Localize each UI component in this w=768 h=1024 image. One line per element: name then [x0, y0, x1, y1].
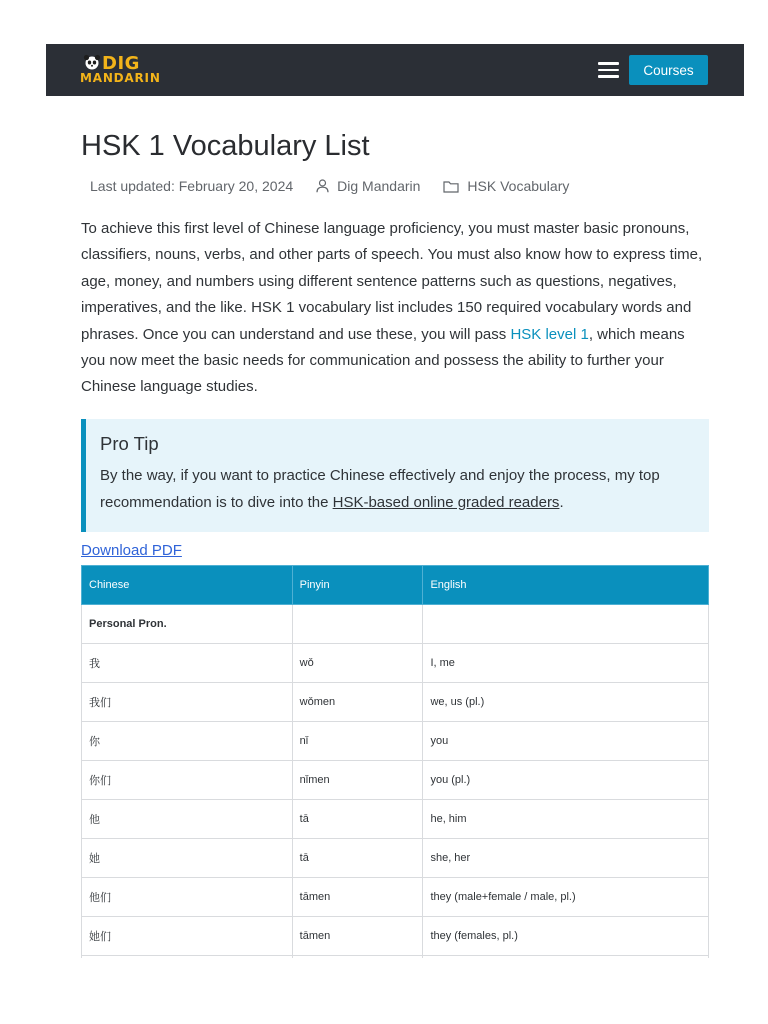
intro-paragraph	[81, 216, 709, 401]
site-header	[46, 44, 744, 96]
hsk-level-1-link[interactable]: HSK level 1	[510, 325, 589, 343]
pro-tip-text-end: .	[559, 493, 564, 511]
pinyin-cell: wǒ	[292, 644, 423, 683]
table-row	[82, 761, 709, 800]
user-icon	[316, 179, 329, 193]
intro-text-end: , which means you now meet the basic needs for communication and possess the ability to further your Chinese language studies.	[81, 325, 685, 396]
courses-button[interactable]: Courses	[629, 55, 708, 85]
vocabulary-table	[81, 565, 709, 995]
pro-tip-text	[100, 463, 700, 516]
english-cell: you	[423, 722, 709, 761]
page-title: HSK 1 Vocabulary List	[81, 130, 370, 162]
chinese-cell: 她们	[82, 917, 293, 956]
page-bottom-whitespace	[0, 958, 768, 1024]
english-cell: they (male+female / male, pl.)	[423, 878, 709, 917]
pinyin-cell: nǐ	[292, 722, 423, 761]
table-row	[82, 800, 709, 839]
site-logo[interactable]	[80, 52, 172, 88]
column-header-pinyin: Pinyin	[292, 566, 423, 605]
english-cell: you (pl.)	[423, 761, 709, 800]
chinese-cell: 她	[82, 839, 293, 878]
category-link[interactable]	[443, 178, 569, 194]
table-row	[82, 644, 709, 683]
table-cell	[423, 605, 709, 644]
chinese-cell: 我	[82, 644, 293, 683]
chinese-cell: 我们	[82, 683, 293, 722]
column-header-chinese: Chinese	[82, 566, 293, 605]
table-row	[82, 683, 709, 722]
english-cell: they (females, pl.)	[423, 917, 709, 956]
chinese-cell: 你们	[82, 761, 293, 800]
graded-readers-link[interactable]: HSK-based online graded readers	[332, 493, 560, 511]
pinyin-cell: tāmen	[292, 917, 423, 956]
last-updated-date: Last updated: February 20, 2024	[90, 178, 294, 194]
table-row	[82, 917, 709, 956]
hamburger-menu-icon[interactable]	[597, 61, 621, 79]
english-cell: we, us (pl.)	[423, 683, 709, 722]
table-header-row	[82, 566, 709, 605]
pinyin-cell: nǐmen	[292, 761, 423, 800]
pro-tip-text-start: By the way, if you want to practice Chinese effectively and enjoy the process, my top recommendation is to dive into the	[100, 467, 660, 511]
pinyin-cell: wǒmen	[292, 683, 423, 722]
pinyin-cell: tāmen	[292, 878, 423, 917]
category-name: HSK Vocabulary	[467, 178, 570, 194]
chinese-cell: 你	[82, 722, 293, 761]
chinese-cell: 他们	[82, 878, 293, 917]
panda-logo-icon	[83, 54, 101, 70]
pro-tip-title: Pro Tip	[100, 433, 159, 454]
english-cell: I, me	[423, 644, 709, 683]
author-name: Dig Mandarin	[337, 178, 421, 194]
chinese-cell: 他	[82, 800, 293, 839]
english-cell: he, him	[423, 800, 709, 839]
logo-text-dig: DIG	[102, 53, 140, 74]
table-cell	[292, 605, 423, 644]
download-pdf-link[interactable]: Download PDF	[81, 542, 182, 559]
author-link[interactable]	[316, 178, 420, 194]
logo-text-mandarin: MANDARIN	[80, 71, 161, 85]
pinyin-cell: tā	[292, 839, 423, 878]
english-cell: she, her	[423, 839, 709, 878]
folder-icon	[443, 180, 459, 193]
column-header-english: English	[423, 566, 709, 605]
section-label: Personal Pron.	[82, 605, 293, 644]
table-row	[82, 722, 709, 761]
table-row	[82, 839, 709, 878]
post-meta	[90, 178, 569, 194]
table-section-row	[82, 605, 709, 644]
table-row	[82, 878, 709, 917]
pro-tip-box	[81, 419, 709, 532]
intro-text-start: To achieve this first level of Chinese language proficiency, you must master basic pronouns, classifiers, nouns, verbs, and other parts of speech. You must also know how to express time, age, money, and numbers using different sentence patterns such as questions, negatives, imperatives, and the like. HSK 1 vocabulary list includes 150 required vocabulary words and phrases. Once you can understand and use these, you will pass	[81, 220, 703, 343]
pinyin-cell: tā	[292, 800, 423, 839]
